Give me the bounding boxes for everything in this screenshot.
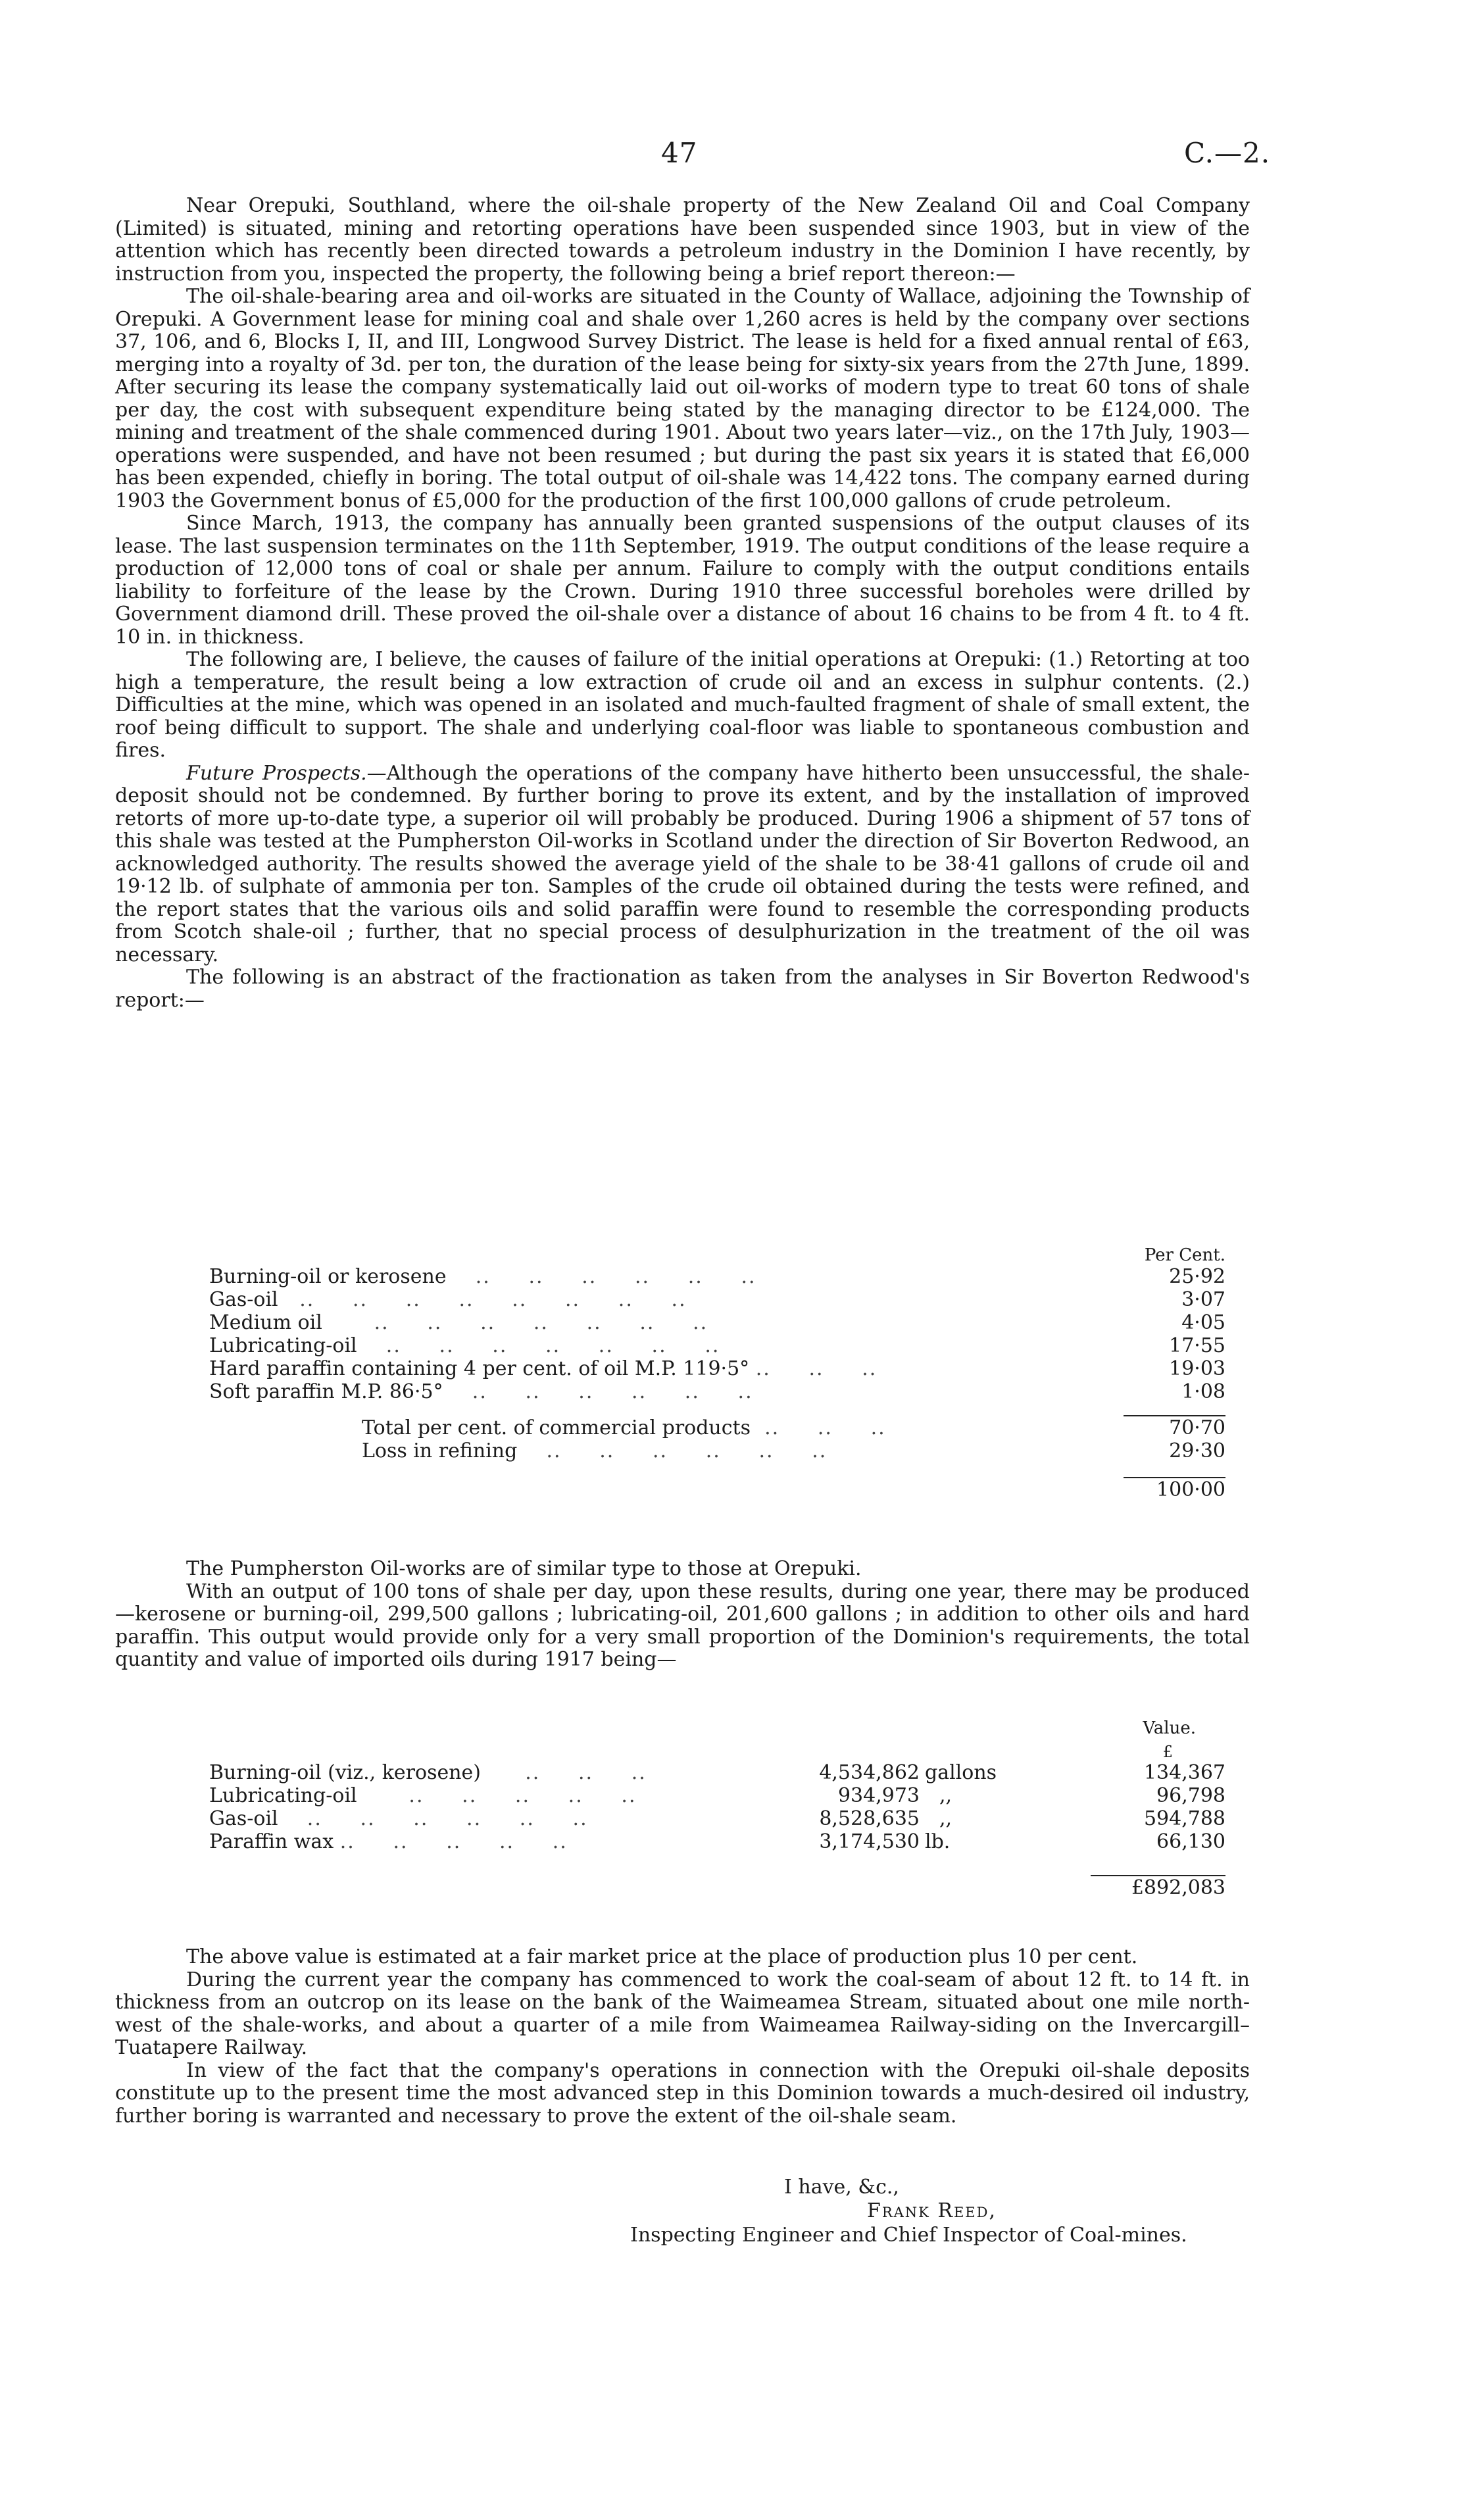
document-reference: C.—2. [1184,137,1271,169]
paragraph-lease: The oil-shale-bearing area and oil-works are situated in the County of Wallace, adjoining the Township of Orepuki. A Government lease for mining coal and shale over 1,260 acres is held by the company over sections 37, 106, and 6, Blocks I, II, and III, Longwood Survey District. The lease is held for a fixed annual rental of £63, merging into a royalty of 3d. per ton, the duration of the lease being for sixty-six years from the 27th June, 1899. After securing its lease the company systematically laid out oil-works of modern type to treat 60 tons of shale per day, the cost with subsequent expenditure being stated by the managing director to be £124,000. The mining and treatment of the shale commenced during 1901. About two years later—viz., on the 17th July, 1903—operations were suspended, and have not been resumed ; but during the past six years it is stated that £6,000 has been expended, chiefly in boring. The total output of oil-shale was 14,422 tons. The company earned during 1903 the Government bonus of £5,000 for the production of the first 100,000 gallons of crude petroleum. [115,285,1250,512]
grand-total-row [209,1478,1225,1501]
table-row: Medium oil .. .. .. .. .. .. .. 4·05 [209,1311,1225,1334]
future-prospects-text: —Although the operations of the company have hitherto been unsuccessful, the shale-deposit should not be condemned. By further boring to prove its extent, and by the installation of improved retorts of more up-to-date type, a superior oil will probably be produced. During 1906 a shipment of 57 tons of this shale was tested at the Pumpherston Oil-works in Scotland under the direction of Sir Boverton Redwood, an acknowledged authority. The results showed the average yield of the shale to be 38·41 gallons of crude oil and 19·12 lb. of sulphate of ammonia per ton. Samples of the crude oil obtained during the tests were refined, and the report states that the various oils and solid paraffin were found to resemble the corresponding products from Scotch shale-oil ; further, that no special process of desulphurization in the treatment of the oil was necessary. [115,761,1250,966]
paragraph-suspensions: Since March, 1913, the company has annually been granted suspensions of the output clauses of its lease. The last suspension terminates on the 11th September, 1919. The output conditions of the lease require a production of 12,000 tons of coal or shale per annum. Failure to comply with the output conditions entails liability to forfeiture of the lease by the Crown. During 1910 three successful boreholes were drilled by Government diamond drill. These proved the oil-shale over a distance of about 16 chains to be from 4 ft. to 4 ft. 10 in. in thickness. [115,512,1250,649]
paragraph-output: With an output of 100 tons of shale per day, upon these results, during one year, there may be produced—kerosene or burning-oil, 299,500 gallons ; lubricating-oil, 201,600 gallons ; in addition to other oils and hard paraffin. This output would provide only for a very small proportion of the Dominion's requirements, the total quantity and value of imported oils during 1917 being— [115,1580,1250,1671]
future-prospects-heading: Future Prospects. [186,761,367,785]
imports-table [209,1715,1225,1899]
table-header-row [209,1715,1225,1738]
table-row: Gas-oil .. .. .. .. .. .. 8,528,635 ,, 594,788 [209,1807,1225,1830]
grand-total-value: 100·00 [1156,1478,1225,1501]
paragraph-conclusion: In view of the fact that the company's operations in connection with the Orepuki oil-shale deposits constitute up to the present time the most advanced step in this Dominion towards a much-desired oil industry, further boring is warranted and necessary to prove the extent of the oil-shale seam. [115,2058,1250,2128]
total-label: Total per cent. of commercial products [362,1416,751,1439]
table-row: Paraffin wax .. .. .. .. .. 3,174,530 lb. 66,130 [209,1830,1225,1853]
page-number: 47 [661,137,698,169]
loss-value: 29·30 [1169,1439,1225,1462]
imports-total-value: £892,083 [1131,1876,1225,1899]
table-row: Burning-oil (viz., kerosene) .. .. .. 4,534,862 gallons 134,367 [209,1761,1225,1784]
table-row: Lubricating-oil .. .. .. .. .. 934,973 ,, 96,798 [209,1784,1225,1807]
value-header: Value. [1143,1718,1196,1738]
total-value: 70·70 [1169,1416,1225,1439]
imports-total-row [209,1876,1225,1899]
paragraph-pumpherston: The Pumpherston Oil-works are of similar type to those at Orepuki. [186,1557,862,1580]
table-header-row [209,1738,1225,1761]
paragraph-value-note: The above value is estimated at a fair market price at the place of production plus 10 per cent. [186,1945,1138,1968]
table-row: Soft paraffin M.P. 86·5° .. .. .. .. .. .. 1·08 [209,1380,1225,1403]
table-row: Lubricating-oil .. .. .. .. .. .. .. 17·55 [209,1334,1225,1357]
body-section-output [115,1558,1250,1672]
paragraph-causes: The following are, I believe, the causes of failure of the initial operations at Orepuki: (1.) Retorting at too high a temperature, the result being a low extraction of crude oil and an excess in sulphur contents. (2.) Difficulties at the mine, which was opened in an isolated and much-faulted fragment of shale of small extent, the roof being difficult to support. The shale and underlying coal-floor was liable to spontaneous combustion and fires. [115,648,1250,762]
signature-name: Frank Reed, [867,2199,997,2222]
currency-header: £ [1162,1743,1173,1761]
paragraph-abstract-intro: The following is an abstract of the fractionation as taken from the analyses in Sir Boverton Redwood's report:— [115,966,1250,1012]
table-row: Burning-oil or kerosene .. .. .. .. .. .. 25·92 [209,1265,1225,1288]
body-section-intro [115,195,1250,1012]
signature-closing: I have, &c., [784,2176,899,2199]
total-row: Total per cent. of commercial products .. .. .. 70·70 [362,1416,1225,1439]
signature-title: Inspecting Engineer and Chief Inspector of Coal-mines. [630,2224,1187,2247]
paragraph-intro: Near Orepuki, Southland, where the oil-shale property of the New Zealand Oil and Coal Company (Limited) is situated, mining and retorting operations have been suspended since 1903, but in view of the attention which has recently been directed towards a petroleum industry in the Dominion I have recently, by instruction from you, inspected the property, the following being a brief report thereon:— [115,194,1250,286]
paragraph-coal-seam: During the current year the company has commenced to work the coal-seam of about 12 ft. to 14 ft. in thickness from an outcrop on its lease on the bank of the Waimeamea Stream, situated about one mile north-west of the shale-works, and about a quarter of a mile from Waimeamea Railway-siding on the Invercargill–Tuatapere Railway. [115,1968,1250,2059]
paragraph-future-prospects [115,762,1250,967]
fractionation-table [209,1242,1225,1501]
body-section-closing [115,1946,1250,2128]
loss-row: Loss in refining .. .. .. .. .. .. 29·30 [362,1439,1225,1462]
loss-label: Loss in refining [362,1439,518,1462]
per-cent-header: Per Cent. [1144,1245,1225,1265]
table-row: Hard paraffin containing 4 per cent. of oil M.P. 119·5° .. .. .. 19·03 [209,1357,1225,1380]
table-row: Gas-oil .. .. .. .. .. .. .. .. 3·07 [209,1288,1225,1311]
table-header-row [209,1242,1225,1265]
